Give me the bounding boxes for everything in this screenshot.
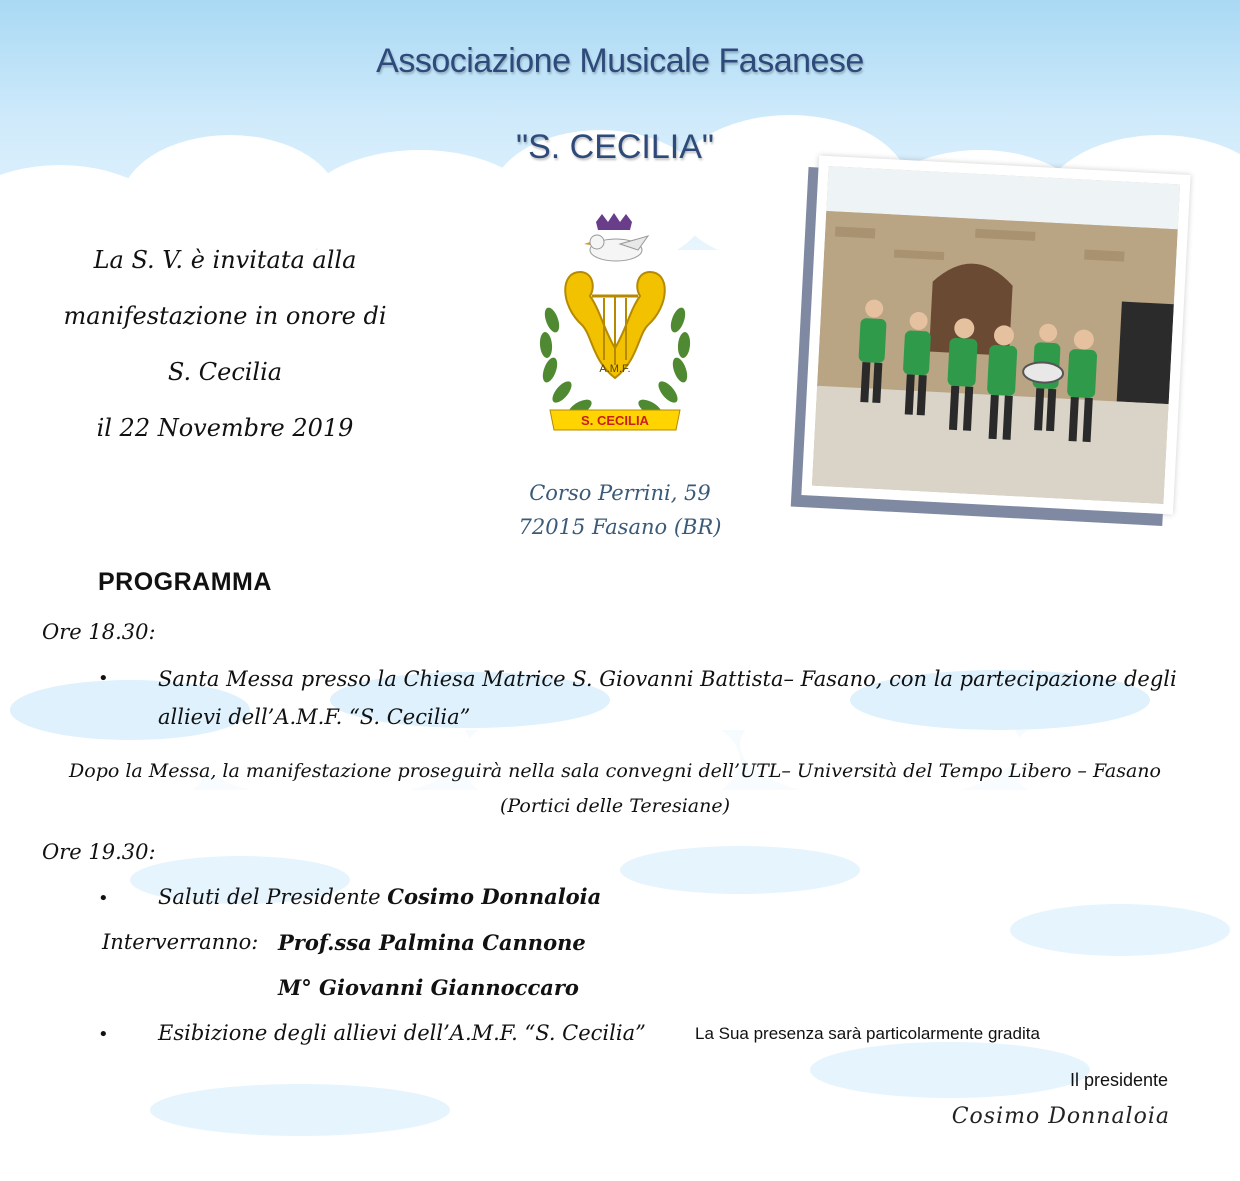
address-city: 72015 Fasano (BR) <box>518 515 722 539</box>
program-time-2: Ore 19.30: <box>42 840 156 864</box>
program-item-mass <box>158 660 1177 736</box>
program-time-1: Ore 18.30: <box>42 620 156 644</box>
invitation-line-2: manifestazione in onore di <box>63 302 387 330</box>
signature: Cosimo Donnaloia <box>951 1104 1170 1129</box>
bullet-icon: • <box>98 888 109 909</box>
after-mass-note <box>40 754 1190 824</box>
dove-icon <box>584 235 648 261</box>
program-item-mass-line-1: Santa Messa presso la Chiesa Matrice S. Giovanni Battista– Fasano, con la partecipazione degli <box>158 667 1177 691</box>
address-street: Corso Perrini, 59 <box>529 481 711 505</box>
invitation-text <box>30 232 420 456</box>
speaker-1: Prof.ssa Palmina Cannone <box>278 930 586 955</box>
logo-ribbon-text: S. CECILIA <box>581 413 649 428</box>
organization-name: Associazione Musicale Fasanese <box>376 42 864 80</box>
president-label: Il presidente <box>1069 1070 1168 1090</box>
after-mass-line-1: Dopo la Messa, la manifestazione proseguirà nella sala convegni dell’UTL– Università del Tempo Libero – Fasano <box>69 760 1161 782</box>
greeting-prefix: Saluti del Presidente <box>158 885 381 909</box>
after-mass-line-2: (Portici delle Teresiane) <box>499 795 731 817</box>
president-name: Cosimo Donnaloia <box>387 884 602 909</box>
program-item-exhibition: Esibizione degli allievi dell’A.M.F. “S. Cecilia” <box>158 1021 646 1045</box>
program-title: PROGRAMMA <box>98 568 272 596</box>
band-photo <box>801 155 1190 514</box>
logo-text: A.M.F. <box>599 363 631 375</box>
speakers-label: Interverranno: <box>102 930 259 954</box>
program-item-mass-line-2: allievi dell’A.M.F. “S. Cecilia” <box>158 705 471 729</box>
speaker-2: M° Giovanni Giannoccaro <box>278 975 579 1000</box>
program-item-greeting <box>158 878 601 916</box>
amf-logo <box>530 210 700 450</box>
bullet-icon: • <box>98 1024 109 1045</box>
address <box>470 476 770 544</box>
band-photo-image <box>812 166 1180 504</box>
bullet-icon: • <box>98 668 109 689</box>
presence-note: La Sua presenza sarà particolarmente gradita <box>695 1024 1040 1043</box>
invitation-line-1: La S. V. è invitata alla <box>93 246 357 274</box>
crown-icon <box>596 213 632 230</box>
invitation-line-3: S. Cecilia <box>167 358 283 386</box>
organization-subtitle: "S. CECILIA" <box>516 128 714 166</box>
invitation-line-4: il 22 Novembre 2019 <box>96 414 354 442</box>
